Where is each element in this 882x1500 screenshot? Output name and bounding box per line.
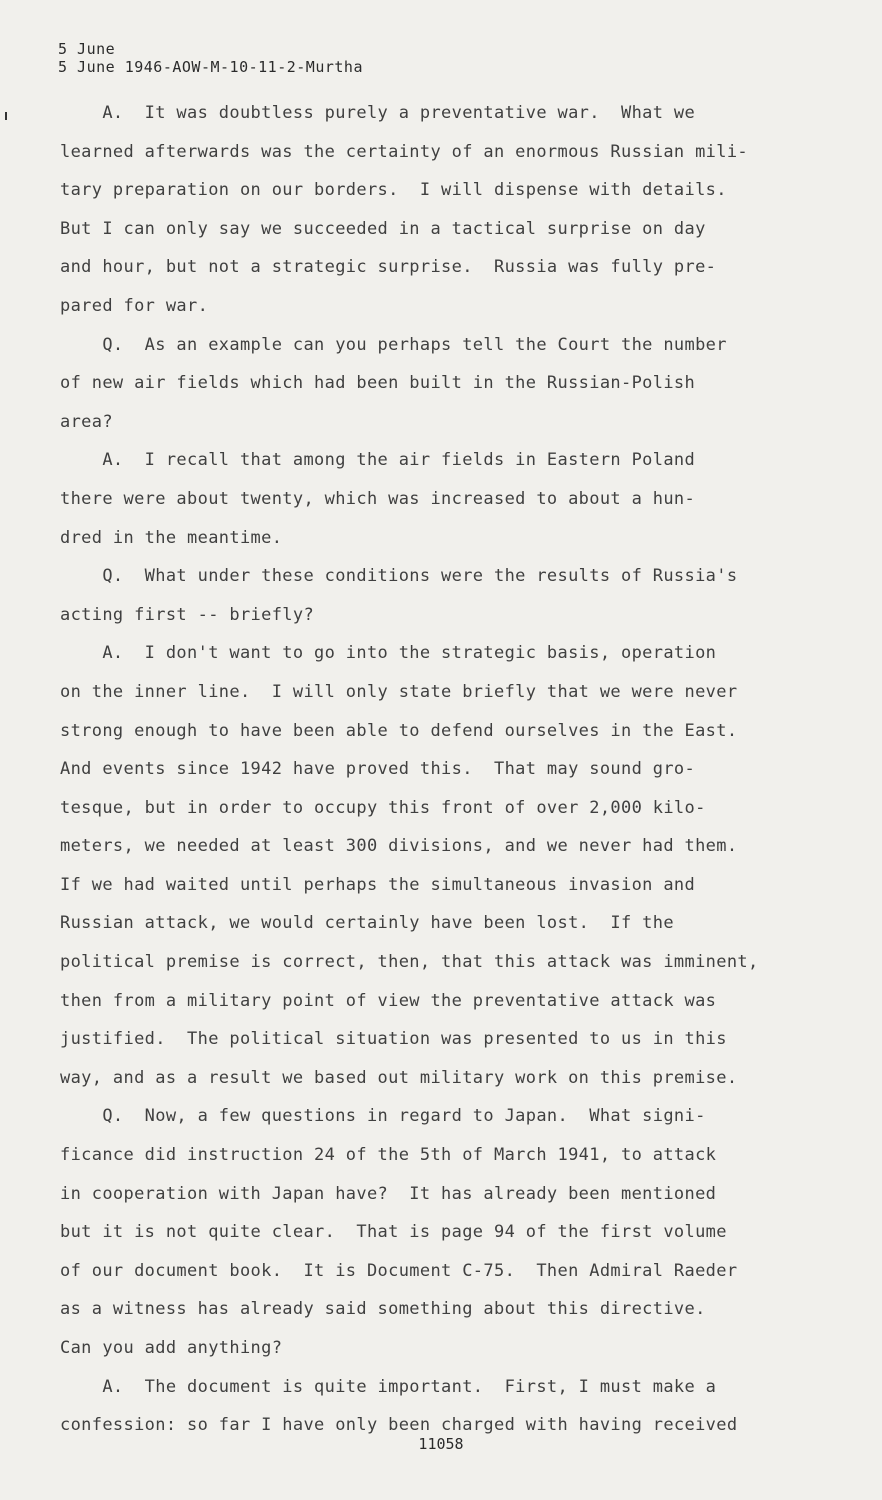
transcript-line: there were about twenty, which was increased to about a hun- (60, 488, 696, 509)
transcript-line: Q. What under these conditions were the results of Russia's (60, 566, 738, 587)
page-number: 11058 (418, 1435, 464, 1453)
transcript-line: acting first -- briefly? (60, 604, 315, 625)
transcript-line: of our document book. It is Document C-75. Then Admiral Raeder (60, 1260, 738, 1281)
transcript-line: then from a military point of view the preventative attack was (60, 990, 717, 1011)
transcript-line: tesque, but in order to occupy this front of over 2,000 kilo- (60, 797, 706, 818)
transcript-line: meters, we needed at least 300 divisions, and we never had them. (60, 836, 738, 857)
header-date: 5 June (58, 40, 116, 58)
transcript-line: dred in the meantime. (60, 527, 283, 548)
transcript-line: Can you add anything? (60, 1338, 283, 1358)
transcript-line: strong enough to have been able to defend ourselves in the East. (60, 720, 738, 741)
transcript-line: confession: so far I have only been charged with having received (60, 1415, 738, 1436)
transcript-line: learned afterwards was the certainty of an enormous Russian mili- (60, 141, 749, 162)
transcript-line: pared for war. (60, 295, 209, 316)
header-reference: 5 June 1946-AOW-M-10-11-2-Murtha (58, 58, 363, 76)
document-header (58, 40, 363, 76)
transcript-line: But I can only say we succeeded in a tactical surprise on day (60, 218, 706, 239)
transcript-line: A. The document is quite important. First, I must make a (60, 1376, 717, 1397)
transcript-line: of new air fields which had been built in the Russian-Polish (60, 373, 696, 394)
transcript-line: and hour, but not a strategic surprise. Russia was fully pre- (60, 257, 717, 278)
transcript-line: A. It was doubtless purely a preventative war. What we (60, 103, 696, 123)
transcript-line: tary preparation on our borders. I will dispense with details. (60, 180, 727, 201)
transcript-line: A. I don't want to go into the strategic basis, operation (60, 643, 717, 664)
transcript-line: And events since 1942 have proved this. That may sound gro- (60, 759, 696, 780)
transcript-line: political premise is correct, then, that this attack was imminent, (60, 952, 759, 973)
transcript-line: justified. The political situation was presented to us in this (60, 1029, 727, 1050)
transcript-line: ficance did instruction 24 of the 5th of March 1941, to attack (60, 1145, 717, 1166)
transcript-line: but it is not quite clear. That is page 94 of the first volume (60, 1222, 727, 1243)
transcript-line: as a witness has already said something about this directive. (60, 1299, 706, 1320)
transcript-line: on the inner line. I will only state briefly that we were never (60, 681, 738, 702)
transcript-line: Q. As an example can you perhaps tell the Court the number (60, 334, 727, 355)
transcript-line: way, and as a result we based out military work on this premise. (60, 1067, 738, 1088)
margin-mark (5, 112, 7, 120)
transcript-line: in cooperation with Japan have? It has already been mentioned (60, 1183, 717, 1204)
transcript-line: If we had waited until perhaps the simultaneous invasion and (60, 874, 696, 895)
transcript-body (60, 94, 830, 1445)
transcript-line: Q. Now, a few questions in regard to Japan. What signi- (60, 1106, 706, 1127)
transcript-line: A. I recall that among the air fields in Eastern Poland (60, 450, 696, 471)
transcript-line: Russian attack, we would certainly have been lost. If the (60, 913, 674, 934)
transcript-line: area? (60, 411, 113, 432)
